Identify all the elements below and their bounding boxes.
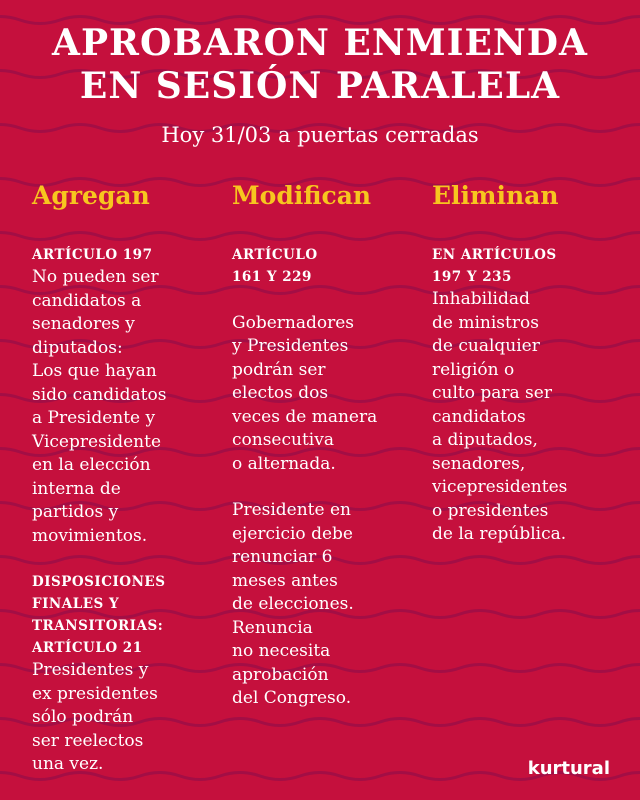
spacer xyxy=(32,548,222,571)
article-label: EN ARTÍCULOS 197 Y 235 xyxy=(432,247,557,285)
article-text: Inhabilidad de ministros de cualquier religión o culto para ser candidatos a diputados, senadores, vicepresidentes o presidentes de la república. xyxy=(432,289,568,544)
column-heading-agregan: Agregan xyxy=(32,181,150,210)
spacer xyxy=(232,476,422,499)
column-agregan xyxy=(32,178,222,777)
article-text: Presidente en ejercicio debe renunciar 6 meses antes de elecciones. Renuncia no necesita aprobación del Congreso. xyxy=(232,500,354,708)
headline-line-1: APROBARON ENMIENDA xyxy=(52,22,588,64)
article-label: DISPOSICIONES FINALES Y TRANSITORIAS: ARTÍCULO 21 xyxy=(32,574,166,656)
headline-line-2: EN SESIÓN PARALELA xyxy=(79,65,561,107)
headline xyxy=(0,22,640,108)
article-text: Gobernadores y Presidentes podrán ser electos dos veces de manera consecutiva o alternada. xyxy=(232,312,378,474)
article-label: ARTÍCULO 197 xyxy=(32,247,153,263)
article-label: ARTÍCULO 161 Y 229 xyxy=(232,247,318,285)
subtitle: Hoy 31/03 a puertas cerradas xyxy=(161,123,479,147)
column-heading-modifican: Modifican xyxy=(232,181,372,210)
column-heading-eliminan: Eliminan xyxy=(432,181,559,210)
brand-logo: kurtural xyxy=(527,758,610,779)
column-eliminan xyxy=(432,178,632,547)
article-text: Presidentes y ex presidentes sólo podrán ser reelectos una vez. xyxy=(32,660,158,774)
article-text: No pueden ser candidatos a senadores y diputados: Los que hayan sido candidatos a Presidente y Vicepresidente en la elección interna de partidos y movimientos. xyxy=(32,267,167,546)
column-modifican xyxy=(232,178,422,711)
